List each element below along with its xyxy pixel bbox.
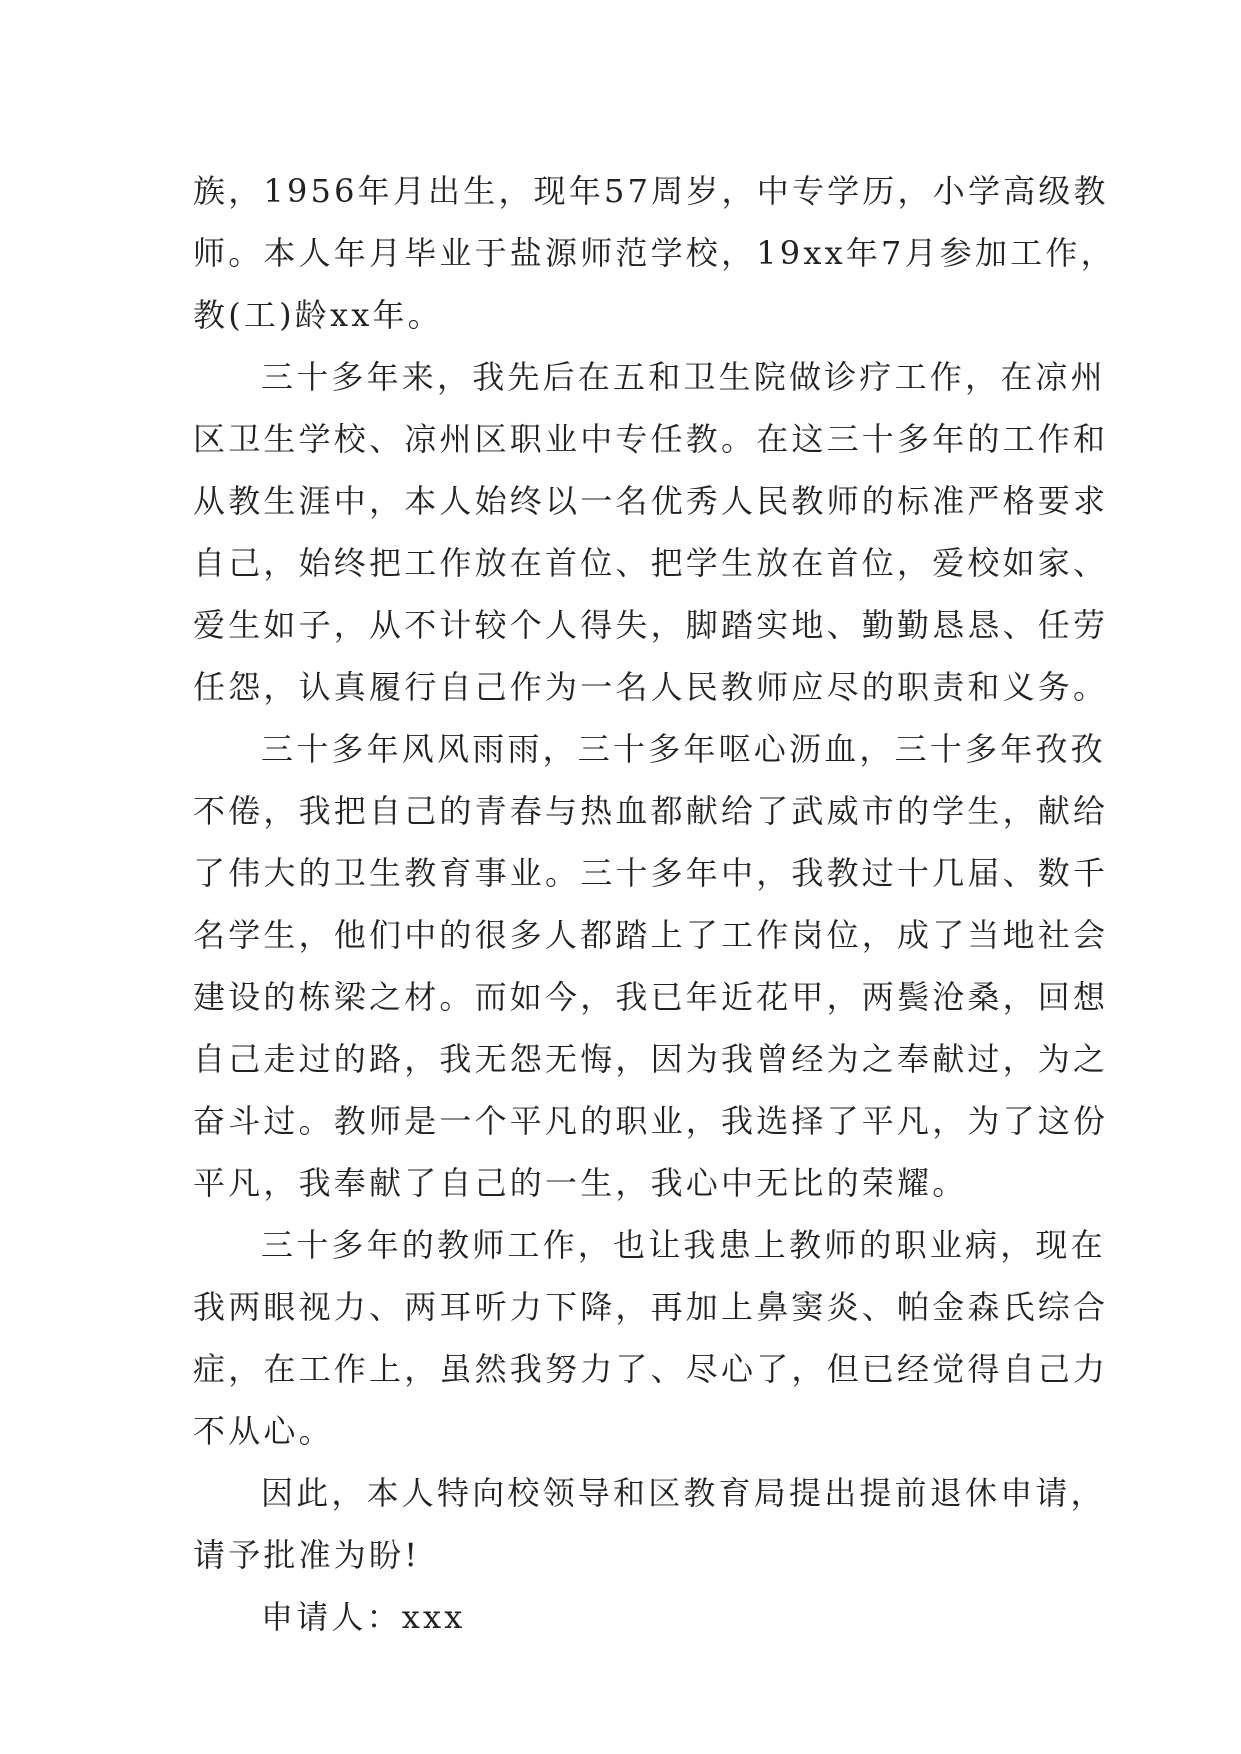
text-line: 症，在工作上，虽然我努力了、尽心了，但已经觉得自己力 [193, 1350, 1109, 1388]
text-line: 请予批准为盼! [193, 1536, 421, 1574]
text-line: 爱生如子，从不计较个人得失，脚踏实地、勤勤恳恳、任劳 [193, 606, 1109, 644]
signature-line: 申请人：xxx [261, 1598, 466, 1636]
text-line: 建设的栋梁之材。而如今，我已年近花甲，两鬓沧桑，回想 [193, 978, 1109, 1016]
paragraph [193, 1214, 1109, 1462]
text-line: 三十多年风风雨雨，三十多年呕心沥血，三十多年孜孜 [261, 730, 1106, 768]
text-line: 三十多年来，我先后在五和卫生院做诊疗工作，在凉州 [261, 358, 1106, 396]
text-line: 师。本人年月毕业于盐源师范学校，19xx年7月参加工作， [193, 234, 1116, 272]
document-body [193, 160, 1116, 1648]
text-line: 区卫生学校、凉州区职业中专任教。在这三十多年的工作和 [193, 420, 1109, 458]
text-line: 我两眼视力、两耳听力下降，再加上鼻窦炎、帕金森氏综合 [193, 1288, 1109, 1326]
text-line: 平凡，我奉献了自己的一生，我心中无比的荣耀。 [193, 1164, 968, 1202]
text-line: 任怨，认真履行自己作为一名人民教师应尽的职责和义务。 [193, 668, 1109, 706]
text-line: 三十多年的教师工作，也让我患上教师的职业病，现在 [261, 1226, 1106, 1264]
text-line: 因此，本人特向校领导和区教育局提出提前退休申请， [261, 1474, 1106, 1512]
text-line: 不从心。 [193, 1412, 334, 1450]
text-line: 自己，始终把工作放在首位、把学生放在首位，爱校如家、 [193, 544, 1109, 582]
text-line: 不倦，我把自己的青春与热血都献给了武威市的学生，献给 [193, 792, 1109, 830]
paragraph [193, 718, 1109, 1214]
text-line: 名学生，他们中的很多人都踏上了工作岗位，成了当地社会 [193, 916, 1109, 954]
text-line: 自己走过的路，我无怨无悔，因为我曾经为之奉献过，为之 [193, 1040, 1109, 1078]
paragraph [193, 1462, 1106, 1586]
text-line: 族，1956年月出生，现年57周岁，中专学历，小学高级教 [193, 172, 1109, 210]
paragraph [193, 160, 1116, 346]
paragraph [193, 346, 1109, 718]
text-line: 从教生涯中，本人始终以一名优秀人民教师的标准严格要求 [193, 482, 1109, 520]
text-line: 教(工)龄xx年。 [193, 296, 443, 334]
text-line: 奋斗过。教师是一个平凡的职业，我选择了平凡，为了这份 [193, 1102, 1109, 1140]
text-line: 了伟大的卫生教育事业。三十多年中，我教过十几届、数千 [193, 854, 1109, 892]
